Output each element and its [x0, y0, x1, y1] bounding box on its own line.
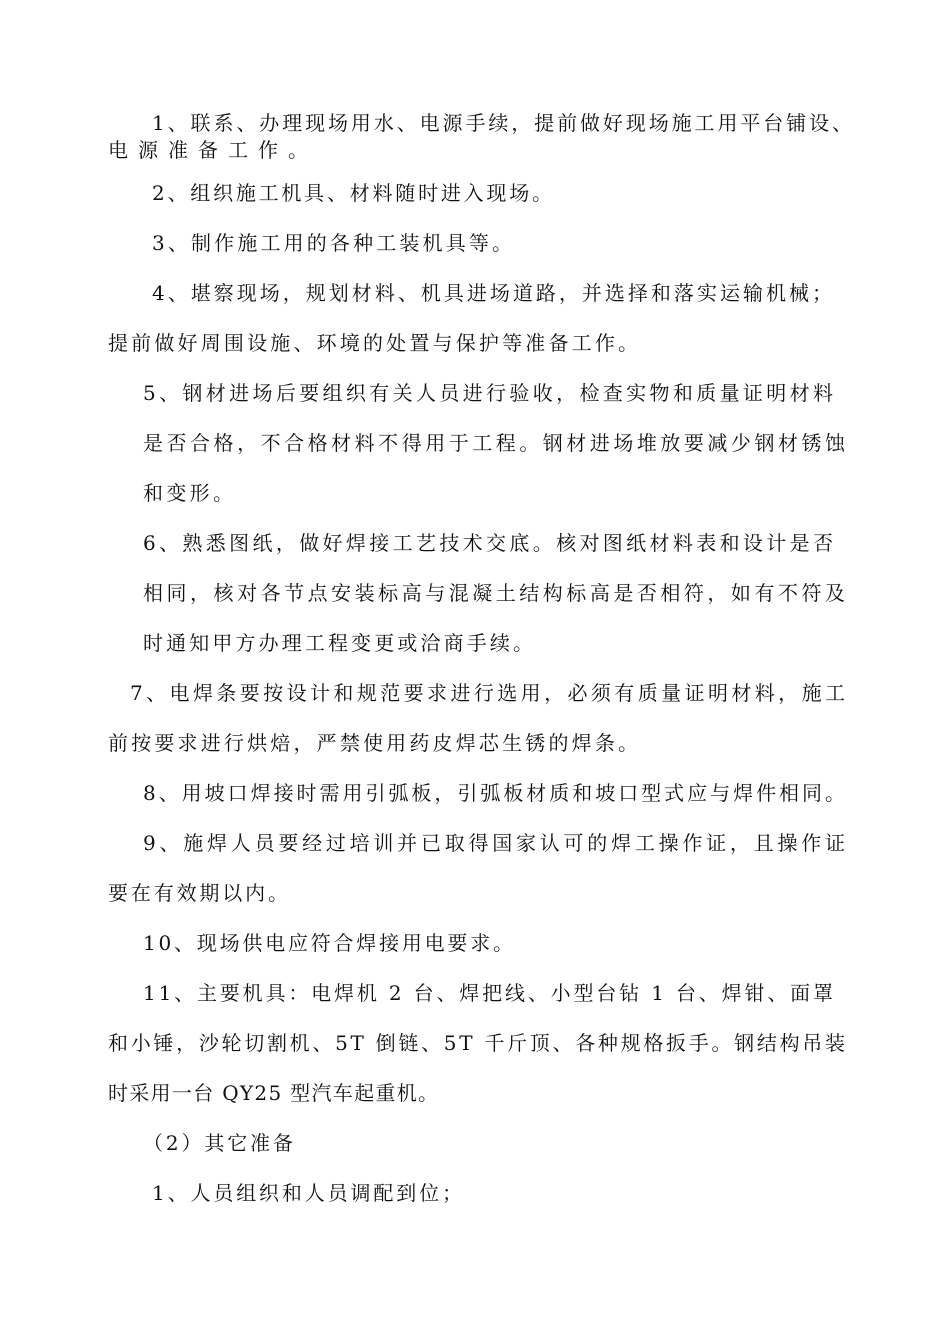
- text-line: 是否合格，不合格材料不得用于工程。钢材进场堆放要减少钢材锈蚀: [143, 431, 849, 455]
- text-line: 6、熟悉图纸，做好焊接工艺技术交底。核对图纸材料表和设计是否: [143, 531, 837, 555]
- text-line: 9、施焊人员要经过培训并已取得国家认可的焊工操作证，且操作证: [143, 831, 849, 855]
- text-line: 1、人员组织和人员调配到位；: [152, 1181, 465, 1205]
- text-line: 时采用一台 QY25 型汽车起重机。: [108, 1081, 440, 1105]
- text-line: 8、用坡口焊接时需用引弧板，引弧板材质和坡口型式应与焊件相同。: [143, 781, 848, 805]
- text-line: 3、制作施工用的各种工装机具等。: [152, 231, 516, 255]
- text-line: 7、电焊条要按设计和规范要求进行选用，必须有质量证明材料，施工: [130, 681, 849, 705]
- text-line: 前按要求进行烘焙，严禁使用药皮焊芯生锈的焊条。: [108, 731, 642, 755]
- text-line: 和小锤，沙轮切割机、5T 倒链、5T 千斤顶、各种规格扳手。钢结构吊装: [108, 1031, 848, 1055]
- text-line: 4、堪察现场，规划材料、机具进场道路，并选择和落实运输机械；: [152, 281, 835, 305]
- text-line: 10、现场供电应符合焊接用电要求。: [143, 931, 516, 955]
- text-line: 时通知甲方办理工程变更或洽商手续。: [143, 631, 537, 655]
- text-line: 11、主要机具：电焊机 2 台、焊把线、小型台钻 1 台、焊钳、面罩: [143, 981, 836, 1005]
- section-heading: （2）其它准备: [143, 1131, 296, 1155]
- text-line: 2、组织施工机具、材料随时进入现场。: [152, 181, 555, 205]
- text-line: 提前做好周围设施、环境的处置与保护等准备工作。: [108, 331, 642, 355]
- text-line: 1、联系、办理现场用水、电源手续，提前做好现场施工用平台铺设、: [152, 111, 855, 135]
- text-line: 要在有效期以内。: [108, 881, 291, 905]
- text-line: 电源准备工作。: [108, 138, 318, 162]
- text-line: 相同，核对各节点安装标高与混凝土结构标高是否相符，如有不符及: [143, 581, 849, 605]
- text-line: 5、钢材进场后要组织有关人员进行验收，检查实物和质量证明材料: [143, 381, 837, 405]
- text-line: 和变形。: [143, 481, 237, 505]
